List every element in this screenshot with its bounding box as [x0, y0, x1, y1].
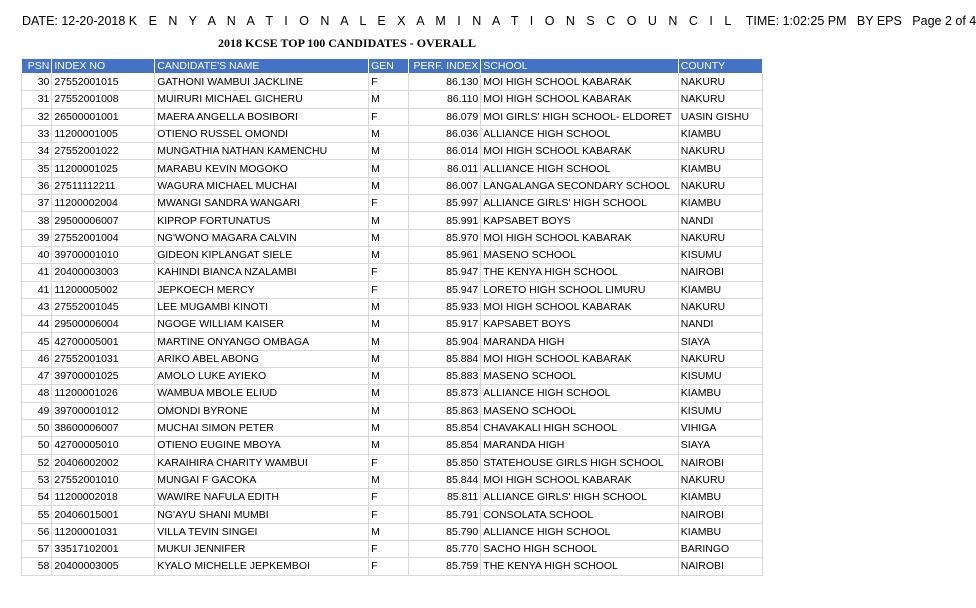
cell-county: KIAMBU	[678, 195, 762, 212]
cell-index-no: 27552001010	[52, 471, 155, 488]
cell-perf-index: 85.850	[408, 454, 480, 471]
table-row	[22, 454, 763, 471]
cell-school: KAPSABET BOYS	[481, 316, 679, 333]
cell-index-no: 39700001025	[52, 368, 155, 385]
cell-school: KAPSABET BOYS	[481, 212, 679, 229]
cell-school: ALLIANCE HIGH SCHOOL	[481, 160, 679, 177]
cell-county: NAKURU	[678, 177, 762, 194]
cell-psn: 37	[22, 195, 52, 212]
cell-candidate-name: KARAIHIRA CHARITY WAMBUI	[155, 454, 369, 471]
cell-perf-index: 85.790	[408, 523, 480, 540]
cell-candidate-name: WAMBUA MBOLE ELIUD	[155, 385, 369, 402]
table-row	[22, 558, 763, 575]
cell-gender: M	[369, 212, 409, 229]
cell-perf-index: 86.130	[408, 74, 480, 91]
cell-perf-index: 86.011	[408, 160, 480, 177]
column-header-name: CANDIDATE'S NAME	[155, 59, 369, 74]
cell-perf-index: 86.036	[408, 125, 480, 142]
cell-county: SIAYA	[678, 333, 762, 350]
cell-psn: 30	[22, 74, 52, 91]
cell-gender: M	[369, 160, 409, 177]
cell-index-no: 11200001031	[52, 523, 155, 540]
cell-psn: 41	[22, 264, 52, 281]
cell-candidate-name: MARABU KEVIN MOGOKO	[155, 160, 369, 177]
cell-index-no: 33517102001	[52, 541, 155, 558]
cell-index-no: 42700005001	[52, 333, 155, 350]
table-row	[22, 125, 763, 142]
cell-gender: F	[369, 454, 409, 471]
cell-psn: 31	[22, 91, 52, 108]
cell-gender: M	[369, 316, 409, 333]
cell-perf-index: 85.947	[408, 281, 480, 298]
cell-gender: F	[369, 195, 409, 212]
cell-index-no: 27552001008	[52, 91, 155, 108]
column-header-psn: PSN	[22, 59, 52, 74]
cell-candidate-name: KYALO MICHELLE JEPKEMBOI	[155, 558, 369, 575]
cell-perf-index: 85.917	[408, 316, 480, 333]
cell-index-no: 38600006007	[52, 419, 155, 436]
cell-county: NAKURU	[678, 350, 762, 367]
cell-perf-index: 86.007	[408, 177, 480, 194]
cell-school: MOI HIGH SCHOOL KABARAK	[481, 298, 679, 315]
cell-school: CONSOLATA SCHOOL	[481, 506, 679, 523]
cell-perf-index: 85.904	[408, 333, 480, 350]
cell-psn: 56	[22, 523, 52, 540]
table-row	[22, 281, 763, 298]
cell-county: NAKURU	[678, 298, 762, 315]
cell-index-no: 27552001031	[52, 350, 155, 367]
cell-gender: M	[369, 246, 409, 263]
cell-index-no: 20406015001	[52, 506, 155, 523]
cell-county: KISUMU	[678, 402, 762, 419]
cell-school: MOI HIGH SCHOOL KABARAK	[481, 229, 679, 246]
cell-county: KISUMU	[678, 246, 762, 263]
cell-perf-index: 86.079	[408, 108, 480, 125]
cell-psn: 49	[22, 402, 52, 419]
table-row	[22, 471, 763, 488]
table-row	[22, 419, 763, 436]
cell-county: NANDI	[678, 316, 762, 333]
cell-candidate-name: GIDEON KIPLANGAT SIELE	[155, 246, 369, 263]
cell-gender: M	[369, 368, 409, 385]
cell-perf-index: 85.884	[408, 350, 480, 367]
cell-perf-index: 85.791	[408, 506, 480, 523]
cell-perf-index: 85.854	[408, 437, 480, 454]
cell-county: NAIROBI	[678, 506, 762, 523]
table-row	[22, 177, 763, 194]
cell-county: KIAMBU	[678, 385, 762, 402]
cell-psn: 43	[22, 298, 52, 315]
table-row	[22, 160, 763, 177]
cell-county: NAIROBI	[678, 558, 762, 575]
cell-school: THE KENYA HIGH SCHOOL	[481, 558, 679, 575]
cell-index-no: 27511112211	[52, 177, 155, 194]
cell-perf-index: 85.961	[408, 246, 480, 263]
cell-candidate-name: OTIENO RUSSEL OMONDI	[155, 125, 369, 142]
table-header-row	[22, 59, 763, 74]
cell-gender: F	[369, 558, 409, 575]
cell-school: MASENO SCHOOL	[481, 246, 679, 263]
cell-county: SIAYA	[678, 437, 762, 454]
cell-perf-index: 85.863	[408, 402, 480, 419]
table-row	[22, 316, 763, 333]
cell-county: VIHIGA	[678, 419, 762, 436]
report-date: DATE: 12-20-2018	[22, 14, 126, 28]
table-row	[22, 506, 763, 523]
cell-perf-index: 85.883	[408, 368, 480, 385]
cell-index-no: 29500006007	[52, 212, 155, 229]
cell-index-no: 11200002004	[52, 195, 155, 212]
table-row	[22, 523, 763, 540]
cell-index-no: 11200001005	[52, 125, 155, 142]
cell-index-no: 27552001022	[52, 143, 155, 160]
cell-candidate-name: LEE MUGAMBI KINOTI	[155, 298, 369, 315]
cell-index-no: 11200002018	[52, 489, 155, 506]
table-row	[22, 143, 763, 160]
cell-gender: F	[369, 108, 409, 125]
cell-candidate-name: MARTINE ONYANGO OMBAGA	[155, 333, 369, 350]
cell-index-no: 11200001025	[52, 160, 155, 177]
cell-psn: 50	[22, 419, 52, 436]
cell-school: LORETO HIGH SCHOOL LIMURU	[481, 281, 679, 298]
cell-index-no: 39700001012	[52, 402, 155, 419]
cell-psn: 54	[22, 489, 52, 506]
cell-county: NAIROBI	[678, 264, 762, 281]
column-header-gender: GEN	[369, 59, 409, 74]
page-number: Page 2 of 4	[912, 14, 976, 28]
cell-gender: M	[369, 350, 409, 367]
candidates-table	[21, 58, 763, 576]
cell-gender: M	[369, 333, 409, 350]
report-header	[22, 14, 976, 28]
cell-school: MARANDA HIGH	[481, 333, 679, 350]
cell-gender: F	[369, 74, 409, 91]
column-header-perf-index: PERF. INDEX	[408, 59, 480, 74]
cell-gender: M	[369, 471, 409, 488]
cell-index-no: 27552001045	[52, 298, 155, 315]
cell-psn: 53	[22, 471, 52, 488]
column-header-county: COUNTY	[678, 59, 762, 74]
cell-gender: M	[369, 125, 409, 142]
cell-psn: 50	[22, 437, 52, 454]
cell-psn: 47	[22, 368, 52, 385]
cell-county: NAKURU	[678, 471, 762, 488]
cell-candidate-name: NGOGE WILLIAM KAISER	[155, 316, 369, 333]
cell-candidate-name: OTIENO EUGINE MBOYA	[155, 437, 369, 454]
cell-index-no: 20400003005	[52, 558, 155, 575]
cell-gender: M	[369, 402, 409, 419]
cell-perf-index: 85.759	[408, 558, 480, 575]
table-row	[22, 264, 763, 281]
cell-county: KIAMBU	[678, 125, 762, 142]
cell-psn: 32	[22, 108, 52, 125]
cell-county: KIAMBU	[678, 160, 762, 177]
column-header-school: SCHOOL	[481, 59, 679, 74]
cell-county: UASIN GISHU	[678, 108, 762, 125]
cell-index-no: 20406002002	[52, 454, 155, 471]
table-row	[22, 489, 763, 506]
cell-psn: 44	[22, 316, 52, 333]
table-row	[22, 333, 763, 350]
cell-psn: 55	[22, 506, 52, 523]
cell-perf-index: 85.991	[408, 212, 480, 229]
cell-gender: M	[369, 143, 409, 160]
cell-candidate-name: NG'AYU SHANI MUMBI	[155, 506, 369, 523]
cell-psn: 45	[22, 333, 52, 350]
cell-psn: 41	[22, 281, 52, 298]
table-row	[22, 402, 763, 419]
table-row	[22, 246, 763, 263]
cell-psn: 40	[22, 246, 52, 263]
cell-candidate-name: MUKUI JENNIFER	[155, 541, 369, 558]
cell-index-no: 11200005002	[52, 281, 155, 298]
cell-school: MOI HIGH SCHOOL KABARAK	[481, 350, 679, 367]
cell-candidate-name: KIPROP FORTUNATUS	[155, 212, 369, 229]
cell-county: BARINGO	[678, 541, 762, 558]
cell-school: ALLIANCE GIRLS' HIGH SCHOOL	[481, 489, 679, 506]
report-time: TIME: 1:02:25 PM	[745, 14, 847, 28]
cell-index-no: 11200001026	[52, 385, 155, 402]
cell-school: STATEHOUSE GIRLS HIGH SCHOOL	[481, 454, 679, 471]
cell-gender: M	[369, 177, 409, 194]
table-row	[22, 298, 763, 315]
cell-gender: M	[369, 523, 409, 540]
cell-school: MOI GIRLS' HIGH SCHOOL- ELDORET	[481, 108, 679, 125]
cell-gender: F	[369, 264, 409, 281]
cell-candidate-name: JEPKOECH MERCY	[155, 281, 369, 298]
cell-county: NAKURU	[678, 229, 762, 246]
table-row	[22, 74, 763, 91]
cell-psn: 35	[22, 160, 52, 177]
cell-perf-index: 86.110	[408, 91, 480, 108]
cell-candidate-name: VILLA TEVIN SINGEI	[155, 523, 369, 540]
cell-psn: 52	[22, 454, 52, 471]
table-row	[22, 229, 763, 246]
cell-county: NAKURU	[678, 74, 762, 91]
cell-psn: 39	[22, 229, 52, 246]
cell-school: MOI HIGH SCHOOL KABARAK	[481, 91, 679, 108]
cell-gender: F	[369, 506, 409, 523]
cell-school: MOI HIGH SCHOOL KABARAK	[481, 74, 679, 91]
cell-psn: 34	[22, 143, 52, 160]
cell-perf-index: 85.854	[408, 419, 480, 436]
cell-candidate-name: GATHONI WAMBUI JACKLINE	[155, 74, 369, 91]
cell-school: MARANDA HIGH	[481, 437, 679, 454]
cell-county: NAKURU	[678, 143, 762, 160]
cell-candidate-name: AMOLO LUKE AYIEKO	[155, 368, 369, 385]
cell-perf-index: 85.997	[408, 195, 480, 212]
cell-gender: M	[369, 385, 409, 402]
cell-school: THE KENYA HIGH SCHOOL	[481, 264, 679, 281]
cell-candidate-name: ARIKO ABEL ABONG	[155, 350, 369, 367]
table-row	[22, 541, 763, 558]
table-row	[22, 368, 763, 385]
cell-index-no: 27552001015	[52, 74, 155, 91]
table-row	[22, 212, 763, 229]
cell-perf-index: 86.014	[408, 143, 480, 160]
cell-school: MASENO SCHOOL	[481, 368, 679, 385]
cell-gender: M	[369, 229, 409, 246]
cell-psn: 46	[22, 350, 52, 367]
report-author: BY EPS	[856, 14, 902, 28]
cell-perf-index: 85.947	[408, 264, 480, 281]
cell-school: ALLIANCE HIGH SCHOOL	[481, 125, 679, 142]
cell-county: KISUMU	[678, 368, 762, 385]
cell-county: NAKURU	[678, 91, 762, 108]
cell-psn: 58	[22, 558, 52, 575]
cell-county: KIAMBU	[678, 281, 762, 298]
organization-name: K E N Y A N A T I O N A L E X A M I N A T I O N S C O U N C I L	[128, 14, 736, 28]
table-row	[22, 437, 763, 454]
cell-psn: 33	[22, 125, 52, 142]
cell-county: NANDI	[678, 212, 762, 229]
cell-index-no: 26500001001	[52, 108, 155, 125]
cell-candidate-name: KAHINDI BIANCA NZALAMBI	[155, 264, 369, 281]
cell-index-no: 29500006004	[52, 316, 155, 333]
cell-county: NAIROBI	[678, 454, 762, 471]
table-row	[22, 350, 763, 367]
cell-perf-index: 85.970	[408, 229, 480, 246]
cell-school: MOI HIGH SCHOOL KABARAK	[481, 143, 679, 160]
cell-psn: 48	[22, 385, 52, 402]
cell-candidate-name: WAWIRE NAFULA EDITH	[155, 489, 369, 506]
cell-candidate-name: MUNGAI F GACOKA	[155, 471, 369, 488]
cell-psn: 57	[22, 541, 52, 558]
cell-candidate-name: MWANGI SANDRA WANGARI	[155, 195, 369, 212]
cell-candidate-name: MAERA ANGELLA BOSIBORI	[155, 108, 369, 125]
cell-school: SACHO HIGH SCHOOL	[481, 541, 679, 558]
cell-gender: M	[369, 437, 409, 454]
cell-gender: M	[369, 91, 409, 108]
cell-gender: F	[369, 489, 409, 506]
cell-candidate-name: MUIRURI MICHAEL GICHERU	[155, 91, 369, 108]
cell-candidate-name: MUCHAI SIMON PETER	[155, 419, 369, 436]
cell-index-no: 27552001004	[52, 229, 155, 246]
cell-psn: 36	[22, 177, 52, 194]
cell-perf-index: 85.811	[408, 489, 480, 506]
table-row	[22, 91, 763, 108]
cell-gender: M	[369, 298, 409, 315]
cell-candidate-name: OMONDI BYRONE	[155, 402, 369, 419]
cell-county: KIAMBU	[678, 523, 762, 540]
cell-school: LANGALANGA SECONDARY SCHOOL	[481, 177, 679, 194]
table-row	[22, 108, 763, 125]
cell-index-no: 20400003003	[52, 264, 155, 281]
cell-candidate-name: WAGURA MICHAEL MUCHAI	[155, 177, 369, 194]
cell-school: MOI HIGH SCHOOL KABARAK	[481, 471, 679, 488]
cell-index-no: 39700001010	[52, 246, 155, 263]
cell-gender: M	[369, 419, 409, 436]
cell-candidate-name: MUNGATHIA NATHAN KAMENCHU	[155, 143, 369, 160]
column-header-index-no: INDEX NO	[52, 59, 155, 74]
cell-perf-index: 85.933	[408, 298, 480, 315]
cell-index-no: 42700005010	[52, 437, 155, 454]
cell-school: ALLIANCE HIGH SCHOOL	[481, 523, 679, 540]
cell-school: MASENO SCHOOL	[481, 402, 679, 419]
cell-county: KIAMBU	[678, 489, 762, 506]
table-row	[22, 195, 763, 212]
cell-school: ALLIANCE GIRLS' HIGH SCHOOL	[481, 195, 679, 212]
cell-gender: F	[369, 541, 409, 558]
cell-perf-index: 85.844	[408, 471, 480, 488]
cell-perf-index: 85.770	[408, 541, 480, 558]
cell-school: ALLIANCE HIGH SCHOOL	[481, 385, 679, 402]
cell-psn: 38	[22, 212, 52, 229]
cell-school: CHAVAKALI HIGH SCHOOL	[481, 419, 679, 436]
cell-candidate-name: NG'WONO MAGARA CALVIN	[155, 229, 369, 246]
cell-gender: F	[369, 281, 409, 298]
cell-perf-index: 85.873	[408, 385, 480, 402]
report-subtitle: 2018 KCSE TOP 100 CANDIDATES - OVERALL	[218, 36, 477, 50]
table-row	[22, 385, 763, 402]
